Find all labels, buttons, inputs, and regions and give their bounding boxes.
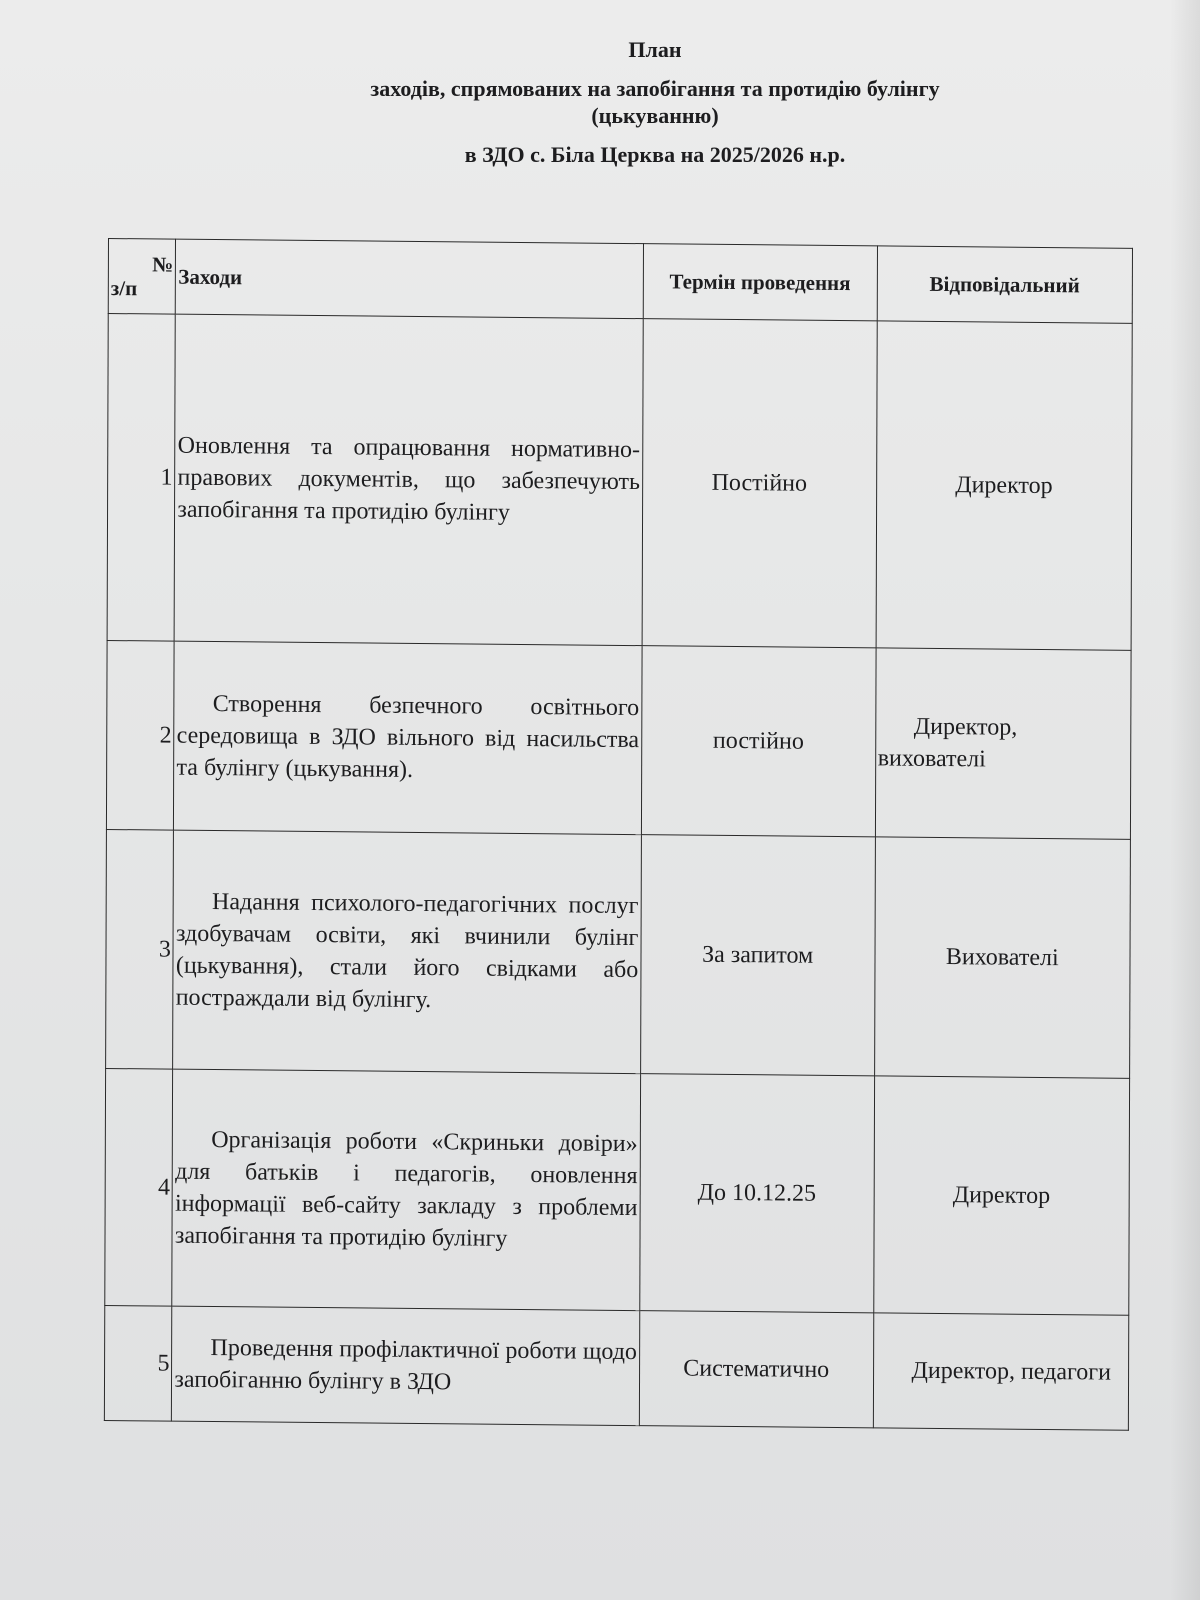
row-number: 2 — [106, 640, 174, 830]
title-subject: заходів, спрямованих на запобігання та протидію булінгу — [370, 76, 940, 101]
title-institution-year: в ЗДО с. Біла Церква на 2025/2026 н.р. — [464, 142, 846, 167]
title-plan: План — [628, 37, 682, 62]
header-number-abbr: з/п — [110, 276, 138, 301]
title-subject-paren: (цькуванню) — [591, 103, 719, 128]
row-responsible: Вихователі — [874, 837, 1130, 1078]
table-row — [106, 829, 1131, 1078]
header-number — [108, 239, 176, 315]
row-responsible: Директор — [876, 321, 1133, 650]
row-term: Постійно — [642, 319, 877, 648]
table-row — [105, 1068, 1130, 1315]
row-number: 1 — [107, 314, 176, 642]
row-responsible: Директор, вихователі — [875, 648, 1131, 839]
row-number: 4 — [105, 1068, 173, 1306]
document-title — [180, 36, 1080, 168]
page-edge-shadow — [1170, 0, 1200, 1600]
header-responsible: Відповідальний — [877, 246, 1133, 323]
table-row — [104, 1305, 1128, 1430]
row-measure: Створення безпечного освітнього середовища в ЗДО вільного від насильства та булінгу (цькування). — [174, 641, 642, 834]
header-number-symbol: № — [152, 252, 174, 277]
row-measure: Оновлення та опрацювання нормативно-правових документів, що забезпечують запобігання та протидію булінгу — [174, 314, 643, 645]
row-measure: Організація роботи «Скриньки довіри» для батьків і педагогів, оновлення інформації веб-сайту закладу з проблеми запобігання та протидію булінгу — [172, 1069, 640, 1310]
row-number: 5 — [104, 1305, 172, 1421]
table-header-row — [108, 239, 1132, 324]
measures-table — [104, 238, 1133, 1431]
row-term: Систематично — [639, 1311, 873, 1428]
row-measure: Надання психолого-педагогічних послуг здобувачам освіти, які вчинили булінг (цькування), стали його свідками або постраждали від булінгу. — [173, 830, 641, 1073]
row-measure: Проведення профілактичної роботи щодо запобіганню булінгу в ЗДО — [172, 1306, 640, 1425]
row-term: постійно — [641, 646, 875, 837]
row-responsible: Директор — [873, 1076, 1129, 1315]
row-number: 3 — [106, 829, 174, 1069]
header-measures: Заходи — [176, 239, 644, 318]
table-row — [106, 640, 1131, 839]
row-term: До 10.12.25 — [640, 1074, 875, 1313]
table-row — [107, 314, 1132, 651]
header-term: Термін проведення — [643, 244, 877, 321]
row-term: За запитом — [640, 835, 875, 1076]
row-responsible: Директор, педагоги — [873, 1313, 1129, 1430]
